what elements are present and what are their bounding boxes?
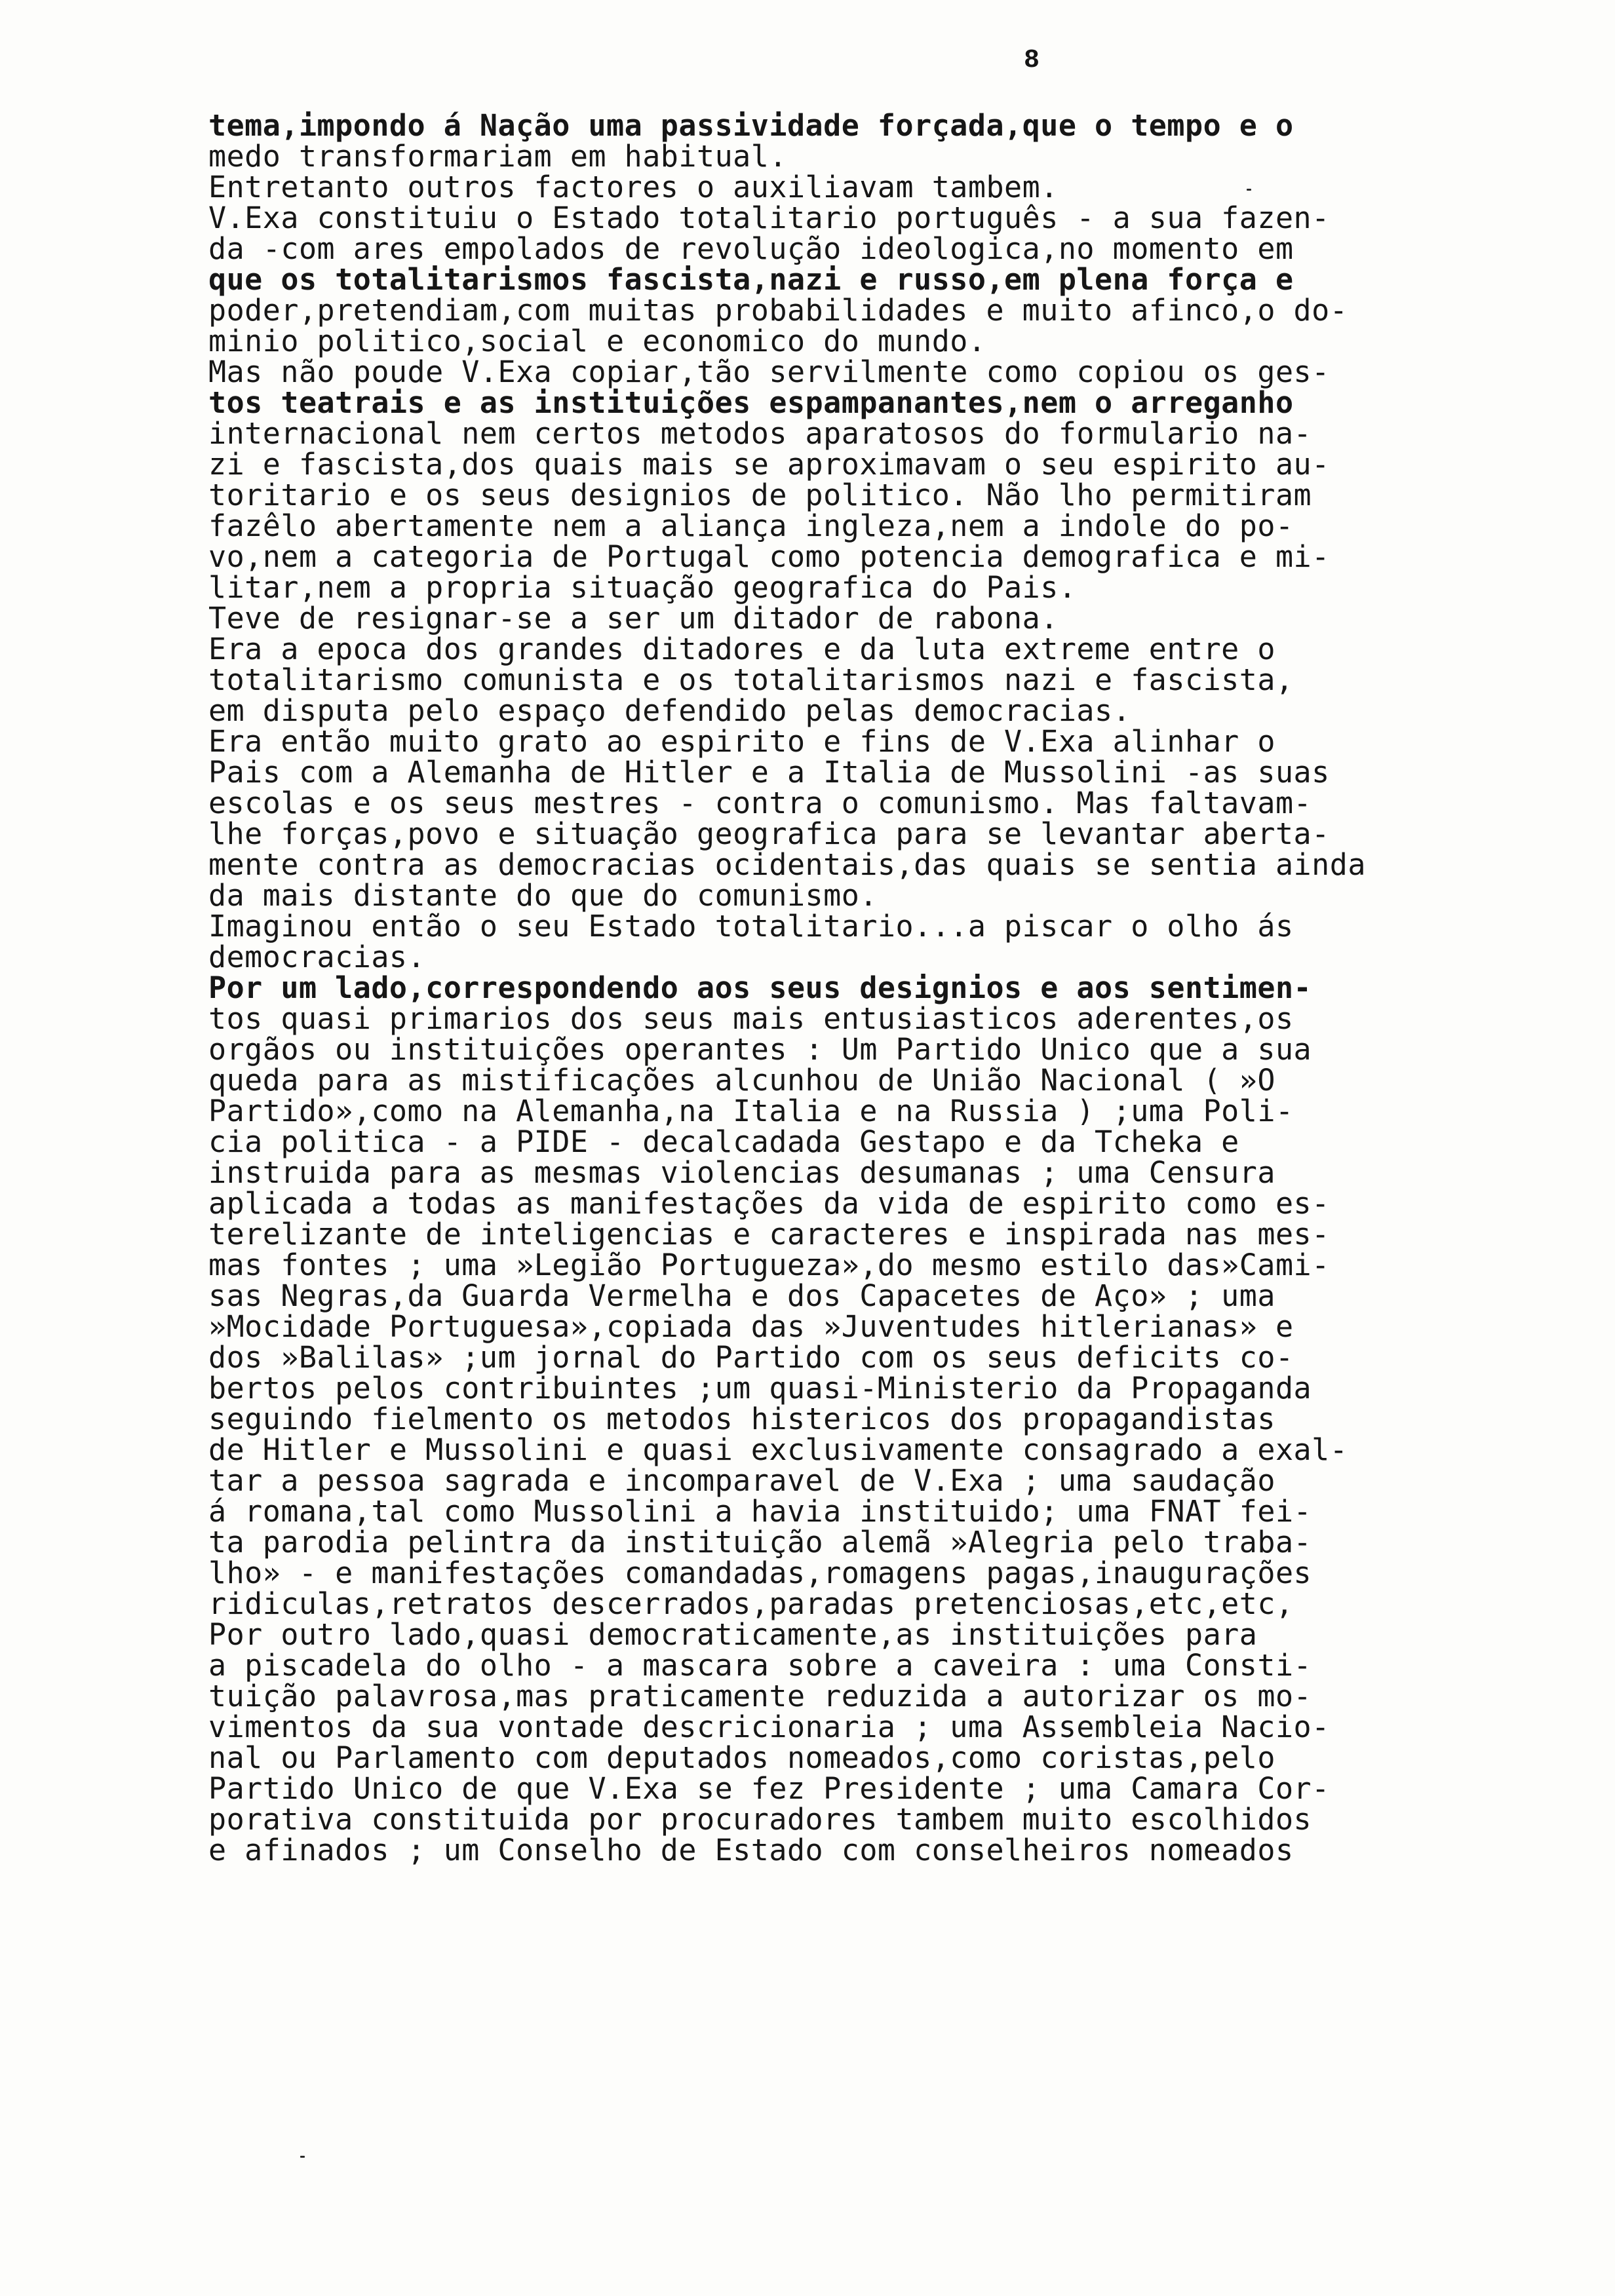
text-line: tos teatrais e as instituições espampanantes,nem o arreganho bbox=[208, 385, 1294, 420]
text-line: sas Negras,da Guarda Vermelha e dos Capacetes de Aço» ; uma bbox=[208, 1278, 1275, 1313]
text-line: Pais com a Alemanha de Hitler e a Italia de Mussolini -as suas bbox=[208, 755, 1330, 790]
text-line: mas fontes ; uma »Legião Portugueza»,do mesmo estilo das»Cami- bbox=[208, 1248, 1330, 1282]
text-line: mente contra as democracias ocidentais,das quais se sentia ainda bbox=[208, 847, 1366, 882]
text-line: Imaginou então o seu Estado totalitario...a piscar o olho ás bbox=[208, 909, 1294, 944]
text-line: vo,nem a categoria de Portugal como potencia demografica e mi- bbox=[208, 539, 1330, 574]
text-line: totalitarismo comunista e os totalitarismos nazi e fascista, bbox=[208, 662, 1294, 697]
text-line: aplicada a todas as manifestações da vida de espirito como es- bbox=[208, 1186, 1330, 1221]
text-line: tuição palavrosa,mas praticamente reduzida a autorizar os mo- bbox=[208, 1679, 1312, 1713]
text-line: toritario e os seus designios de politico. Não lho permitiram bbox=[208, 478, 1312, 512]
text-line: Era então muito grato ao espirito e fins de V.Exa alinhar o bbox=[208, 724, 1275, 759]
text-line: cia politica - a PIDE - decalcadada Gestapo e da Tcheka e bbox=[208, 1124, 1239, 1159]
text-line: bertos pelos contribuintes ;um quasi-Ministerio da Propaganda bbox=[208, 1371, 1312, 1406]
text-line: terelizante de inteligencias e caracteres e inspirada nas mes- bbox=[208, 1217, 1330, 1252]
text-line: democracias. bbox=[208, 940, 426, 974]
text-line: a piscadela do olho - a mascara sobre a caveira : uma Consti- bbox=[208, 1648, 1312, 1683]
text-line: litar,nem a propria situação geografica do Pais. bbox=[208, 570, 1077, 605]
text-line: tos quasi primarios dos seus mais entusiasticos aderentes,os bbox=[208, 1001, 1294, 1036]
text-line: ridiculas,retratos descerrados,paradas pretenciosas,etc,etc, bbox=[208, 1586, 1294, 1621]
text-line: instruida para as mesmas violencias desumanas ; uma Censura bbox=[208, 1155, 1275, 1190]
text-line: nal ou Parlamento com deputados nomeados,como coristas,pelo bbox=[208, 1740, 1275, 1775]
text-line: queda para as mistificações alcunhou de União Nacional ( »O bbox=[208, 1063, 1275, 1098]
text-line: fazêlo abertamente nem a aliança ingleza,nem a indole do po- bbox=[208, 508, 1294, 543]
text-line: Por outro lado,quasi democraticamente,as instituições para bbox=[208, 1617, 1258, 1652]
text-line: á romana,tal como Mussolini a havia instituido; uma FNAT fei- bbox=[208, 1494, 1312, 1529]
text-line: da -com ares empolados de revolução ideologica,no momento em bbox=[208, 231, 1294, 266]
text-line: »Mocidade Portuguesa»,copiada das »Juventudes hitlerianas» e bbox=[208, 1309, 1294, 1344]
text-line: seguindo fielmento os metodos histericos dos propagandistas bbox=[208, 1402, 1275, 1436]
text-line: Entretanto outros factores o auxiliavam tambem. bbox=[208, 170, 1059, 204]
text-line: Partido Unico de que V.Exa se fez Presidente ; uma Camara Cor- bbox=[208, 1771, 1330, 1806]
text-line: ta parodia pelintra da instituição alemã »Alegria pelo traba- bbox=[208, 1525, 1312, 1559]
text-line: de Hitler e Mussolini e quasi exclusivamente consagrado a exal- bbox=[208, 1432, 1348, 1467]
text-line: escolas e os seus mestres - contra o comunismo. Mas faltavam- bbox=[208, 786, 1312, 820]
stray-ink-mark bbox=[1247, 189, 1251, 191]
typed-text-body bbox=[208, 110, 1447, 1866]
text-line: que os totalitarismos fascista,nazi e russo,em plena força e bbox=[208, 262, 1294, 297]
text-line: porativa constituida por procuradores tambem muito escolhidos bbox=[208, 1802, 1312, 1837]
text-line: e afinados ; um Conselho de Estado com conselheiros nomeados bbox=[208, 1833, 1294, 1867]
text-line: Por um lado,correspondendo aos seus designios e aos sentimen- bbox=[208, 970, 1312, 1005]
text-line: Teve de resignar-se a ser um ditador de rabona. bbox=[208, 601, 1059, 636]
text-line: poder,pretendiam,com muitas probabilidades e muito afinco,o do- bbox=[208, 293, 1348, 328]
text-line: zi e fascista,dos quais mais se aproximavam o seu espirito au- bbox=[208, 447, 1330, 482]
text-line: Era a epoca dos grandes ditadores e da luta extreme entre o bbox=[208, 632, 1275, 666]
text-line: orgãos ou instituições operantes : Um Partido Unico que a sua bbox=[208, 1032, 1312, 1067]
text-line: lhe forças,povo e situação geografica para se levantar aberta- bbox=[208, 816, 1330, 851]
text-line: da mais distante do que do comunismo. bbox=[208, 878, 878, 913]
page-number: 8 bbox=[1024, 46, 1040, 75]
text-line: lho» - e manifestações comandadas,romagens pagas,inaugurações bbox=[208, 1556, 1312, 1590]
stray-ink-mark bbox=[300, 2156, 305, 2158]
text-line: tar a pessoa sagrada e incomparavel de V.Exa ; uma saudação bbox=[208, 1463, 1275, 1498]
text-line: Partido»,como na Alemanha,na Italia e na Russia ) ;uma Poli- bbox=[208, 1094, 1294, 1128]
text-line: minio politico,social e economico do mundo. bbox=[208, 324, 986, 358]
text-line: medo transformariam em habitual. bbox=[208, 139, 787, 174]
text-line: dos »Balilas» ;um jornal do Partido com os seus deficits co- bbox=[208, 1340, 1294, 1375]
text-line: internacional nem certos metodos aparatosos do formulario na- bbox=[208, 416, 1312, 451]
text-line: Mas não poude V.Exa copiar,tão servilmente como copiou os ges- bbox=[208, 354, 1330, 389]
text-line: em disputa pelo espaço defendido pelas democracias. bbox=[208, 693, 1131, 728]
text-line: V.Exa constituiu o Estado totalitario português - a sua fazen- bbox=[208, 201, 1330, 235]
text-line: vimentos da sua vontade descricionaria ; uma Assembleia Nacio- bbox=[208, 1710, 1330, 1744]
text-line: tema,impondo á Nação uma passividade forçada,que o tempo e o bbox=[208, 108, 1294, 143]
